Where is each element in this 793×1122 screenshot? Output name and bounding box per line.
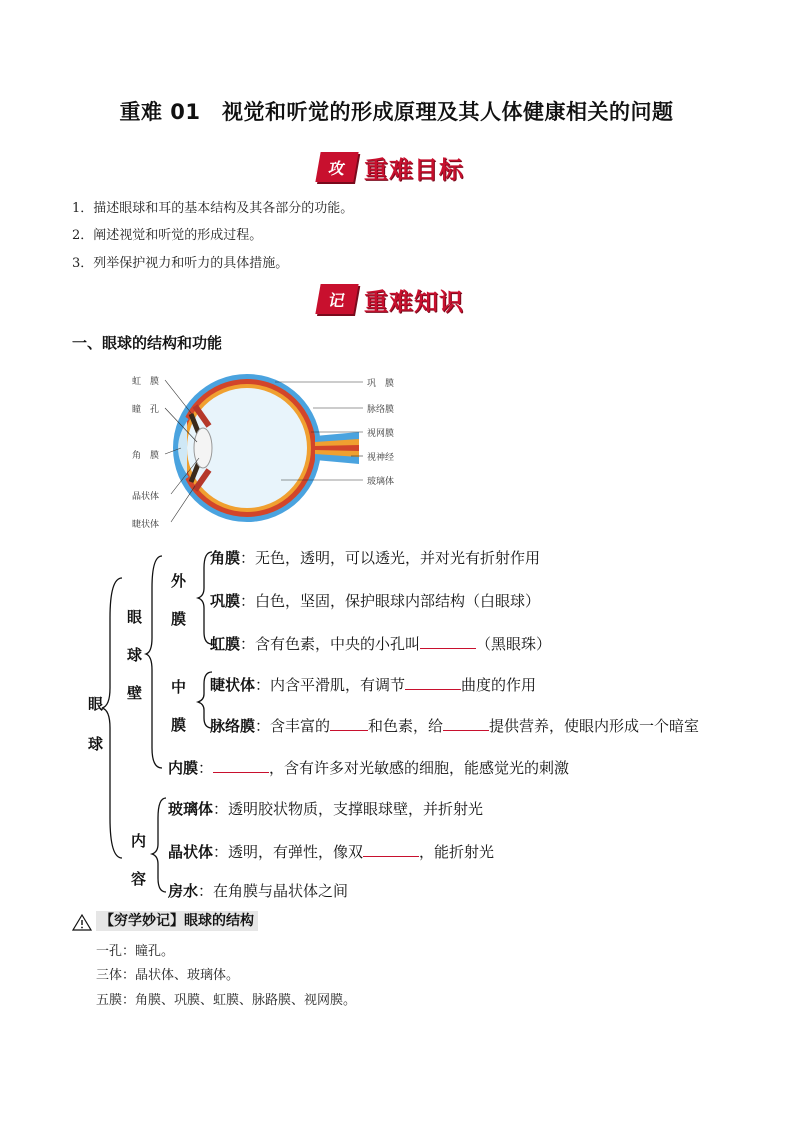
answer-blank[interactable]	[420, 632, 476, 649]
iris-row	[210, 632, 551, 654]
goal-item: 3．列举保护视力和听力的具体措施。	[72, 256, 289, 271]
sclera-row	[210, 590, 540, 611]
warning-icon	[72, 913, 92, 931]
ciliary-term: 睫状体	[210, 676, 256, 694]
label-ciliary: 睫状体	[132, 520, 160, 530]
vitreous-desc: ：透明胶状物质，支撑眼球壁，并折射光	[213, 800, 484, 818]
label-cornea: 角 膜	[132, 451, 160, 461]
section-heading: 一、眼球的结构和功能	[72, 334, 223, 352]
answer-blank[interactable]	[330, 714, 368, 731]
goal-item: 2．阐述视觉和听觉的形成过程。	[72, 228, 263, 243]
tip-title	[96, 910, 258, 930]
lens-desc-end: ，能折射光	[419, 843, 495, 861]
answer-blank[interactable]	[443, 714, 489, 731]
vitreous-term: 玻璃体	[168, 800, 214, 818]
label-pupil: 瞳 孔	[132, 405, 160, 415]
lens-term: 晶状体	[168, 843, 214, 861]
label-sclera: 巩 膜	[367, 379, 395, 389]
wall-label: 眼 球 壁	[127, 608, 143, 702]
cornea-term: 角膜	[210, 549, 241, 567]
answer-blank[interactable]	[405, 673, 461, 690]
choroid-row	[210, 714, 699, 736]
label-lens: 晶状体	[132, 492, 160, 502]
label-iris: 虹 膜	[132, 377, 160, 387]
choroid-desc: ：含丰富的	[255, 717, 331, 735]
iris-term: 虹膜	[210, 635, 241, 653]
goal-item: 1．描述眼球和耳的基本结构及其各部分的功能。	[72, 201, 354, 216]
mnemonic-item: 一孔：瞳孔。	[96, 944, 175, 959]
root-label: 眼 球	[88, 695, 104, 753]
label-optic-nerve: 视神经	[367, 453, 395, 463]
ciliary-row	[210, 673, 536, 695]
inner-term: 内膜	[168, 759, 199, 777]
vitreous-row	[168, 798, 483, 819]
answer-blank[interactable]	[363, 840, 419, 857]
iris-desc: ：含有色素，中央的小孔叫	[240, 635, 421, 653]
sclera-desc: ：白色，坚固，保护眼球内部结构（白眼球）	[240, 592, 541, 610]
choroid-term: 脉络膜	[210, 717, 256, 735]
mnemonic-item: 三体：晶状体、玻璃体。	[96, 968, 240, 983]
outer-label: 外 膜	[171, 572, 187, 628]
inner-desc: ，含有许多对光敏感的细胞，能感觉光的刺激	[269, 759, 570, 777]
label-choroid: 脉络膜	[367, 405, 395, 415]
ciliary-desc: ：内含平滑肌，有调节	[255, 676, 406, 694]
ciliary-desc-end: 曲度的作用	[461, 676, 537, 694]
page-title: 重难 01 视觉和听觉的形成原理及其人体健康相关的问题	[119, 100, 674, 124]
answer-blank[interactable]	[213, 756, 269, 773]
cornea-row	[210, 547, 540, 568]
knowledge-banner-tag: 记	[315, 284, 358, 314]
goals-banner-text: 重难目标	[364, 155, 464, 184]
goals-banner-tag: 攻	[315, 152, 358, 182]
aqueous-term: 房水	[168, 882, 199, 900]
inner-row: 内膜： ，含有许多对光敏感的细胞，能感觉光的刺激	[168, 756, 569, 778]
lens-shape	[194, 428, 212, 468]
middle-label: 中 膜	[171, 678, 187, 734]
lens-desc: ：透明，有弹性，像双	[213, 843, 364, 861]
aqueous-row	[168, 880, 348, 901]
iris-desc-end: （黑眼珠）	[476, 635, 552, 653]
lens-row	[168, 840, 494, 862]
tip-title-text: 【穷学妙记】眼球的结构	[96, 911, 258, 931]
label-vitreous: 玻璃体	[367, 477, 395, 487]
sclera-term: 巩膜	[210, 592, 241, 610]
goals-banner	[318, 150, 464, 184]
contents-label: 内 容	[131, 832, 147, 888]
label-retina: 视网膜	[367, 429, 395, 439]
aqueous-desc: ：在角膜与晶状体之间	[198, 882, 349, 900]
knowledge-banner	[318, 282, 464, 316]
knowledge-banner-text: 重难知识	[364, 287, 464, 316]
choroid-desc-mid: 和色素，给	[368, 717, 444, 735]
optic-nerve-center	[315, 445, 359, 451]
cornea-desc: ：无色，透明，可以透光，并对光有折射作用	[240, 549, 541, 567]
choroid-desc-end: 提供营养，使眼内形成一个暗室	[489, 717, 700, 735]
mnemonic-item: 五膜：角膜、巩膜、虹膜、脉路膜、视网膜。	[96, 993, 357, 1008]
